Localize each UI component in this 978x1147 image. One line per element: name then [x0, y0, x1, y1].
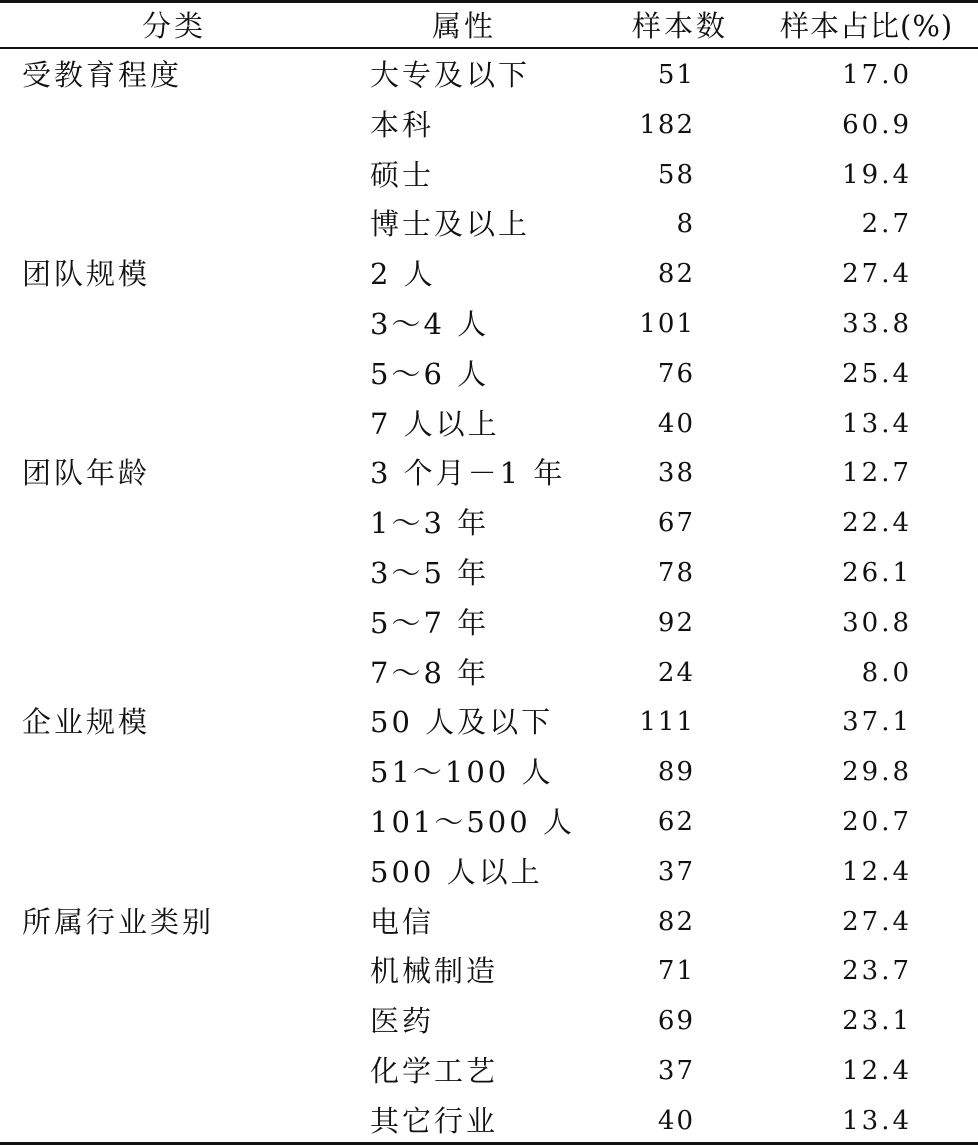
header-attribute: 属性 [432, 9, 497, 43]
row-attribute-cell: 硕士 [370, 157, 435, 192]
row-count-cell: 71 [657, 956, 695, 987]
row-attribute-cell: 51～100 人 [370, 755, 554, 790]
table-row [0, 848, 978, 898]
row-attribute-cell: 电信 [370, 904, 435, 939]
row-count-cell: 40 [657, 408, 695, 439]
row-percent-cell: 2.7 [861, 209, 912, 240]
row-percent-cell: 37.1 [842, 707, 912, 738]
row-percent-cell: 23.1 [842, 1006, 912, 1037]
table-row [0, 748, 978, 798]
table-row [0, 599, 978, 649]
row-percent-cell: 20.7 [842, 807, 912, 837]
table-row [0, 101, 978, 151]
row-count-cell: 82 [657, 259, 695, 290]
row-attribute-cell: 7 人以上 [370, 406, 500, 441]
table-row [0, 300, 978, 350]
table-row [0, 649, 978, 699]
table-row [0, 997, 978, 1047]
row-percent-cell: 12.7 [842, 458, 912, 489]
table-row [0, 898, 978, 948]
row-count-cell: 24 [657, 657, 695, 688]
row-category-cell: 所属行业类别 [22, 904, 215, 939]
table-row [0, 449, 978, 499]
row-count-cell: 38 [657, 458, 695, 489]
table-row [0, 151, 978, 201]
table-row [0, 1097, 978, 1147]
row-count-cell: 78 [657, 558, 695, 588]
row-percent-cell: 22.4 [842, 508, 912, 539]
table-row [0, 200, 978, 250]
row-count-cell: 37 [657, 856, 695, 887]
row-attribute-cell: 7～8 年 [370, 655, 490, 690]
row-attribute-cell: 5～6 人 [370, 356, 490, 391]
table-row [0, 947, 978, 997]
row-attribute-cell: 医药 [370, 1004, 435, 1039]
row-percent-cell: 30.8 [842, 607, 912, 638]
row-count-cell: 101 [639, 309, 695, 339]
row-percent-cell: 8.0 [861, 657, 912, 688]
table-row [0, 350, 978, 400]
row-attribute-cell: 博士及以上 [370, 207, 531, 242]
bottom-rule [0, 1142, 978, 1145]
header-percent: 样本占比(%) [780, 9, 954, 43]
row-percent-cell: 12.4 [842, 1056, 912, 1086]
row-count-cell: 92 [657, 607, 695, 638]
row-attribute-cell: 大专及以下 [370, 58, 531, 92]
row-count-cell: 89 [657, 757, 695, 788]
row-count-cell: 182 [639, 109, 695, 140]
row-attribute-cell: 本科 [370, 107, 435, 142]
row-category-cell: 团队规模 [22, 257, 151, 292]
table-header-row [0, 3, 978, 53]
table-row [0, 698, 978, 748]
row-percent-cell: 27.4 [842, 259, 912, 290]
row-percent-cell: 33.8 [842, 309, 912, 339]
row-count-cell: 37 [657, 1056, 695, 1086]
row-percent-cell: 19.4 [842, 159, 912, 190]
row-percent-cell: 17.0 [842, 60, 912, 90]
table-row [0, 250, 978, 300]
table-row [0, 549, 978, 599]
row-percent-cell: 29.8 [842, 757, 912, 788]
row-percent-cell: 23.7 [842, 956, 912, 987]
row-attribute-cell: 化学工艺 [370, 1054, 499, 1088]
row-count-cell: 62 [657, 807, 695, 837]
row-percent-cell: 26.1 [842, 558, 912, 588]
row-attribute-cell: 2 人 [370, 257, 436, 292]
row-percent-cell: 25.4 [842, 358, 912, 389]
table-row [0, 51, 978, 101]
row-attribute-cell: 其它行业 [370, 1103, 499, 1138]
row-count-cell: 40 [657, 1105, 695, 1136]
row-percent-cell: 60.9 [842, 109, 912, 140]
row-attribute-cell: 3～4 人 [370, 307, 490, 341]
row-count-cell: 51 [657, 60, 695, 90]
row-percent-cell: 13.4 [842, 1105, 912, 1136]
row-attribute-cell: 3 个月－1 年 [370, 456, 566, 491]
row-count-cell: 82 [657, 906, 695, 937]
row-count-cell: 58 [657, 159, 695, 190]
row-count-cell: 76 [657, 358, 695, 389]
row-percent-cell: 12.4 [842, 856, 912, 887]
row-category-cell: 受教育程度 [22, 58, 183, 92]
row-attribute-cell: 101～500 人 [370, 805, 575, 839]
row-count-cell: 8 [676, 209, 695, 240]
header-rule [0, 47, 978, 49]
row-attribute-cell: 3～5 年 [370, 556, 490, 590]
row-attribute-cell: 5～7 年 [370, 605, 490, 640]
row-percent-cell: 13.4 [842, 408, 912, 439]
table-row [0, 798, 978, 848]
row-count-cell: 69 [657, 1006, 695, 1037]
row-attribute-cell: 500 人以上 [370, 854, 543, 889]
row-percent-cell: 27.4 [842, 906, 912, 937]
table-row [0, 1047, 978, 1097]
header-category: 分类 [142, 9, 207, 43]
table-row [0, 400, 978, 450]
row-category-cell: 企业规模 [22, 705, 151, 740]
row-category-cell: 团队年龄 [22, 456, 151, 491]
row-count-cell: 111 [639, 707, 695, 738]
header-count: 样本数 [632, 9, 729, 43]
row-attribute-cell: 50 人及以下 [370, 705, 554, 740]
row-count-cell: 67 [657, 508, 695, 539]
row-attribute-cell: 1～3 年 [370, 506, 490, 541]
row-attribute-cell: 机械制造 [370, 954, 499, 989]
table-row [0, 499, 978, 549]
